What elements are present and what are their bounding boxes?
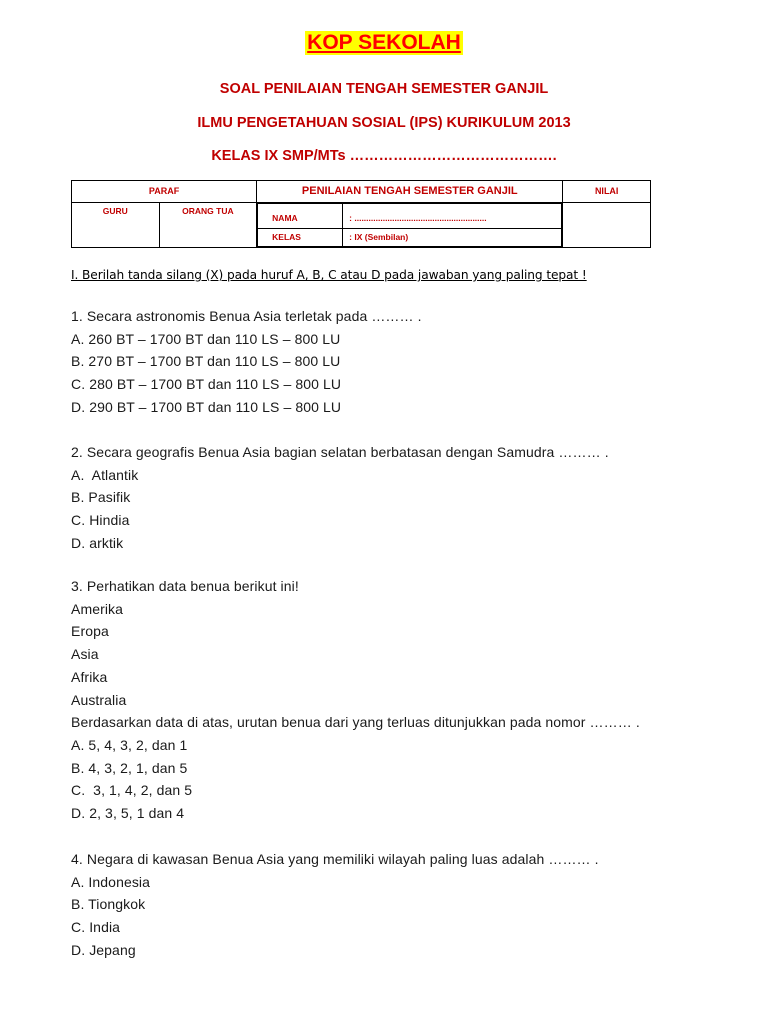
- kop-sekolah-title: KOP SEKOLAH: [307, 31, 461, 54]
- question-text: 4. Negara di kawasan Benua Asia yang memiliki wilayah paling luas adalah ……… .: [71, 851, 599, 867]
- exam-title: SOAL PENILAIAN TENGAH SEMESTER GANJIL: [219, 81, 549, 97]
- question-3: [71, 575, 640, 825]
- instruction-text: I. Berilah tanda silang (X) pada huruf A, B, C atau D pada jawaban yang paling tepat !: [71, 268, 587, 282]
- option-c: C. 280 BT – 1700 BT dan 110 LS – 800 LU: [71, 376, 342, 393]
- option-a: A. Indonesia: [71, 873, 151, 890]
- identity-inner-table: [257, 203, 562, 247]
- data-item: Afrika: [71, 668, 108, 685]
- option-b: B. 270 BT – 1700 BT dan 110 LS – 800 LU: [71, 353, 341, 370]
- question-text: 3. Perhatikan data benua berikut ini!: [71, 578, 299, 594]
- orang-tua-signature-cell: ORANG TUA: [159, 203, 257, 248]
- data-item: Asia: [71, 646, 99, 663]
- option-b: B. 4, 3, 2, 1, dan 5: [71, 759, 188, 776]
- nama-field: : ........................................................: [343, 204, 562, 229]
- guru-signature-cell: GURU: [72, 203, 160, 248]
- subject-title: ILMU PENGETAHUAN SOSIAL (IPS) KURIKULUM 2013: [197, 115, 571, 131]
- student-identity-cell: [257, 203, 563, 248]
- option-a: A. 5, 4, 3, 2, dan 1: [71, 736, 188, 753]
- nama-label: NAMA: [258, 204, 343, 229]
- question-text: 2. Secara geografis Benua Asia bagian selatan berbatasan dengan Samudra ……… .: [71, 444, 609, 460]
- question-text: 1. Secara astronomis Benua Asia terletak pada ……… .: [71, 308, 422, 324]
- option-a: A. Atlantik: [71, 466, 139, 483]
- option-d: D. 290 BT – 1700 BT dan 110 LS – 800 LU: [71, 398, 342, 415]
- nilai-cell: [563, 203, 651, 248]
- data-item: Australia: [71, 691, 127, 708]
- option-c: C. 3, 1, 4, 2, dan 5: [71, 782, 193, 799]
- option-d: D. arktik: [71, 534, 124, 551]
- nilai-header: NILAI: [563, 181, 651, 203]
- data-item: Amerika: [71, 600, 124, 617]
- question-1: [71, 305, 422, 419]
- kelas-field: : IX (Sembilan): [343, 228, 562, 246]
- option-d: D. 2, 3, 5, 1 dan 4: [71, 805, 185, 822]
- option-a: A. 260 BT – 1700 BT dan 110 LS – 800 LU: [71, 330, 341, 347]
- kelas-label: KELAS: [258, 228, 343, 246]
- class-title: KELAS IX SMP/MTs …………………………………….: [211, 148, 557, 164]
- option-b: B. Tiongkok: [71, 896, 146, 913]
- question-2: [71, 441, 609, 555]
- data-item: Eropa: [71, 623, 109, 640]
- option-c: C. Hindia: [71, 512, 130, 529]
- paraf-header: PARAF: [72, 181, 257, 203]
- letterhead: [0, 31, 768, 55]
- option-c: C. India: [71, 919, 121, 936]
- option-b: B. Pasifik: [71, 489, 131, 506]
- question-4: [71, 848, 599, 962]
- question-prompt: Berdasarkan data di atas, urutan benua dari yang terluas ditunjukkan pada nomor ……… .: [71, 714, 640, 731]
- student-info-table: [71, 180, 651, 248]
- pts-header: PENILAIAN TENGAH SEMESTER GANJIL: [257, 181, 563, 203]
- option-d: D. Jepang: [71, 941, 136, 958]
